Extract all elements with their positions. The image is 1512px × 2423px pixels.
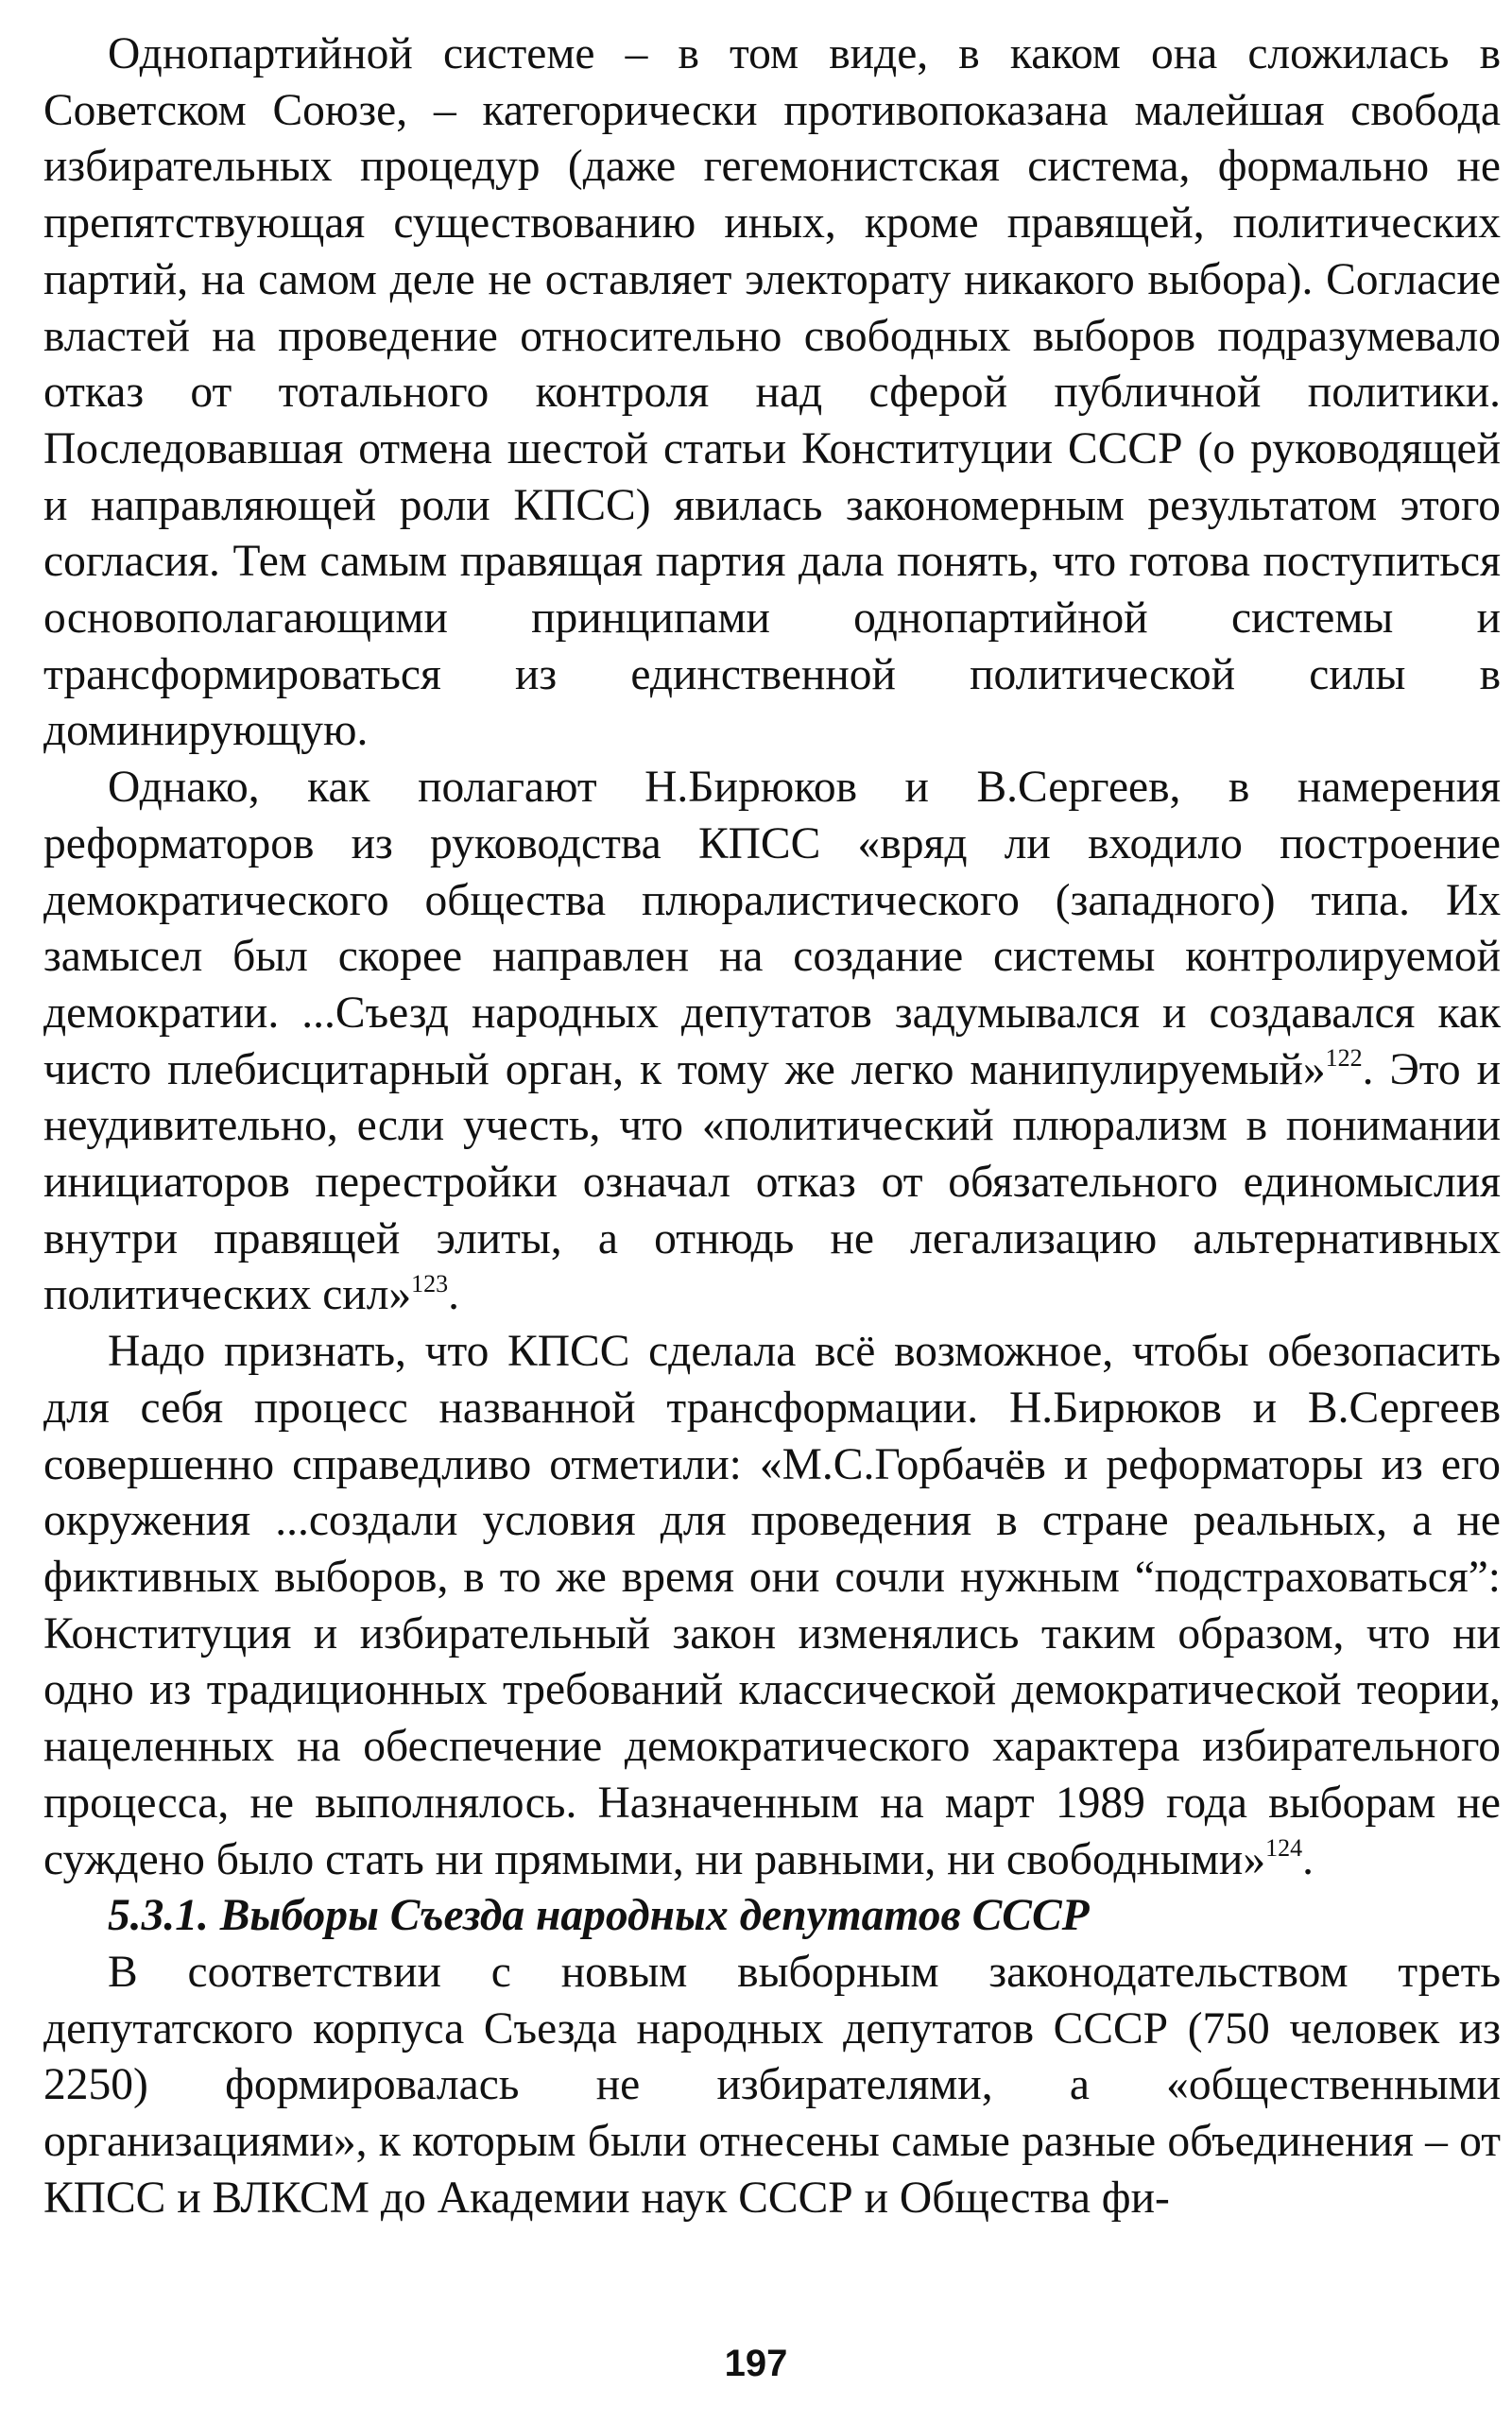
paragraph-2	[43, 760, 1501, 1324]
paragraph-2-text-a: Однако, как полагают Н.Бирюков и В.Сергеев, в намерения реформаторов из руководства КПСС «вряд ли входило построение демократического общества плюралистического (западного) типа. Их замысел был скорее направлен на создание системы контролируемой демократии. ...Съезд народных депутатов задумывался и создавался как чисто плебисцитарный орган, к тому же легко манипулируемый»	[43, 763, 1501, 1094]
paragraph-2-text-c: .	[448, 1270, 460, 1320]
document-page	[43, 26, 1501, 2226]
footnote-ref-124[interactable]: 124	[1265, 1833, 1303, 1862]
paragraph-3-text-a: Надо признать, что КПСС сделала всё возможное, чтобы обезопасить для себя процесс названной трансформации. Н.Бирюков и В.Сергеев совершенно справедливо отметили: «М.С.Горбачёв и реформаторы из его окружения ...создали условия для проведения в стране реальных, а не фиктивных выборов, в то же время они сочли нужным “подстраховаться”: Конституция и избирательный закон изменялись таким образом, что ни одно из традиционных требований классической демократической теории, нацеленных на обеспечение демократического характера избирательного процесса, не выполнялось. Назначенным на март 1989 года выборам не суждено было стать ни прямыми, ни равными, ни свободными»	[43, 1327, 1501, 1884]
paragraph-2-text-b: . Это и неудивительно, если учесть, что «политический плюрализм в понимании инициаторов перестройки означал отказ от обязательного единомыслия внутри правящей элиты, а отнюдь не легализацию альтернативных политических сил»	[43, 1044, 1501, 1320]
paragraph-3-text-b: .	[1302, 1834, 1314, 1884]
footnote-ref-122[interactable]: 122	[1325, 1043, 1363, 1072]
section-heading: 5.3.1. Выборы Съезда народных депутатов СССР	[108, 1891, 1090, 1941]
page-number: 197	[724, 2343, 788, 2384]
paragraph-3	[43, 1324, 1501, 1888]
paragraph-1: Однопартийной системе – в том виде, в каком она сложилась в Советском Союзе, – категорически противопоказана малейшая свобода избирательных процедур (даже гегемонистская система, формально не препятствующая существованию иных, кроме правящей, политических партий, на самом деле не оставляет электорату никакого выбора). Согласие властей на проведение относительно свободных выборов подразумевало отказ от тотального контроля над сферой публичной политики. Последовавшая отмена шестой статьи Конституции СССР (о руководящей и направляющей роли КПСС) явилась закономерным результатом этого согласия. Тем самым правящая партия дала понять, что готова поступиться основополагающими принципами однопартийной системы и трансформироваться из единственной политической силы в доминирующую.	[43, 29, 1501, 756]
paragraph-4: В соответствии с новым выборным законодательством треть депутатского корпуса Съезда народных депутатов СССР (750 человек из 2250) формировалась не избирателями, а «общественными организациями», к которым были отнесены самые разные объединения – от КПСС и ВЛКСМ до Академии наук СССР и Общества фи-	[43, 1947, 1501, 2223]
footnote-ref-123[interactable]: 123	[411, 1269, 449, 1297]
